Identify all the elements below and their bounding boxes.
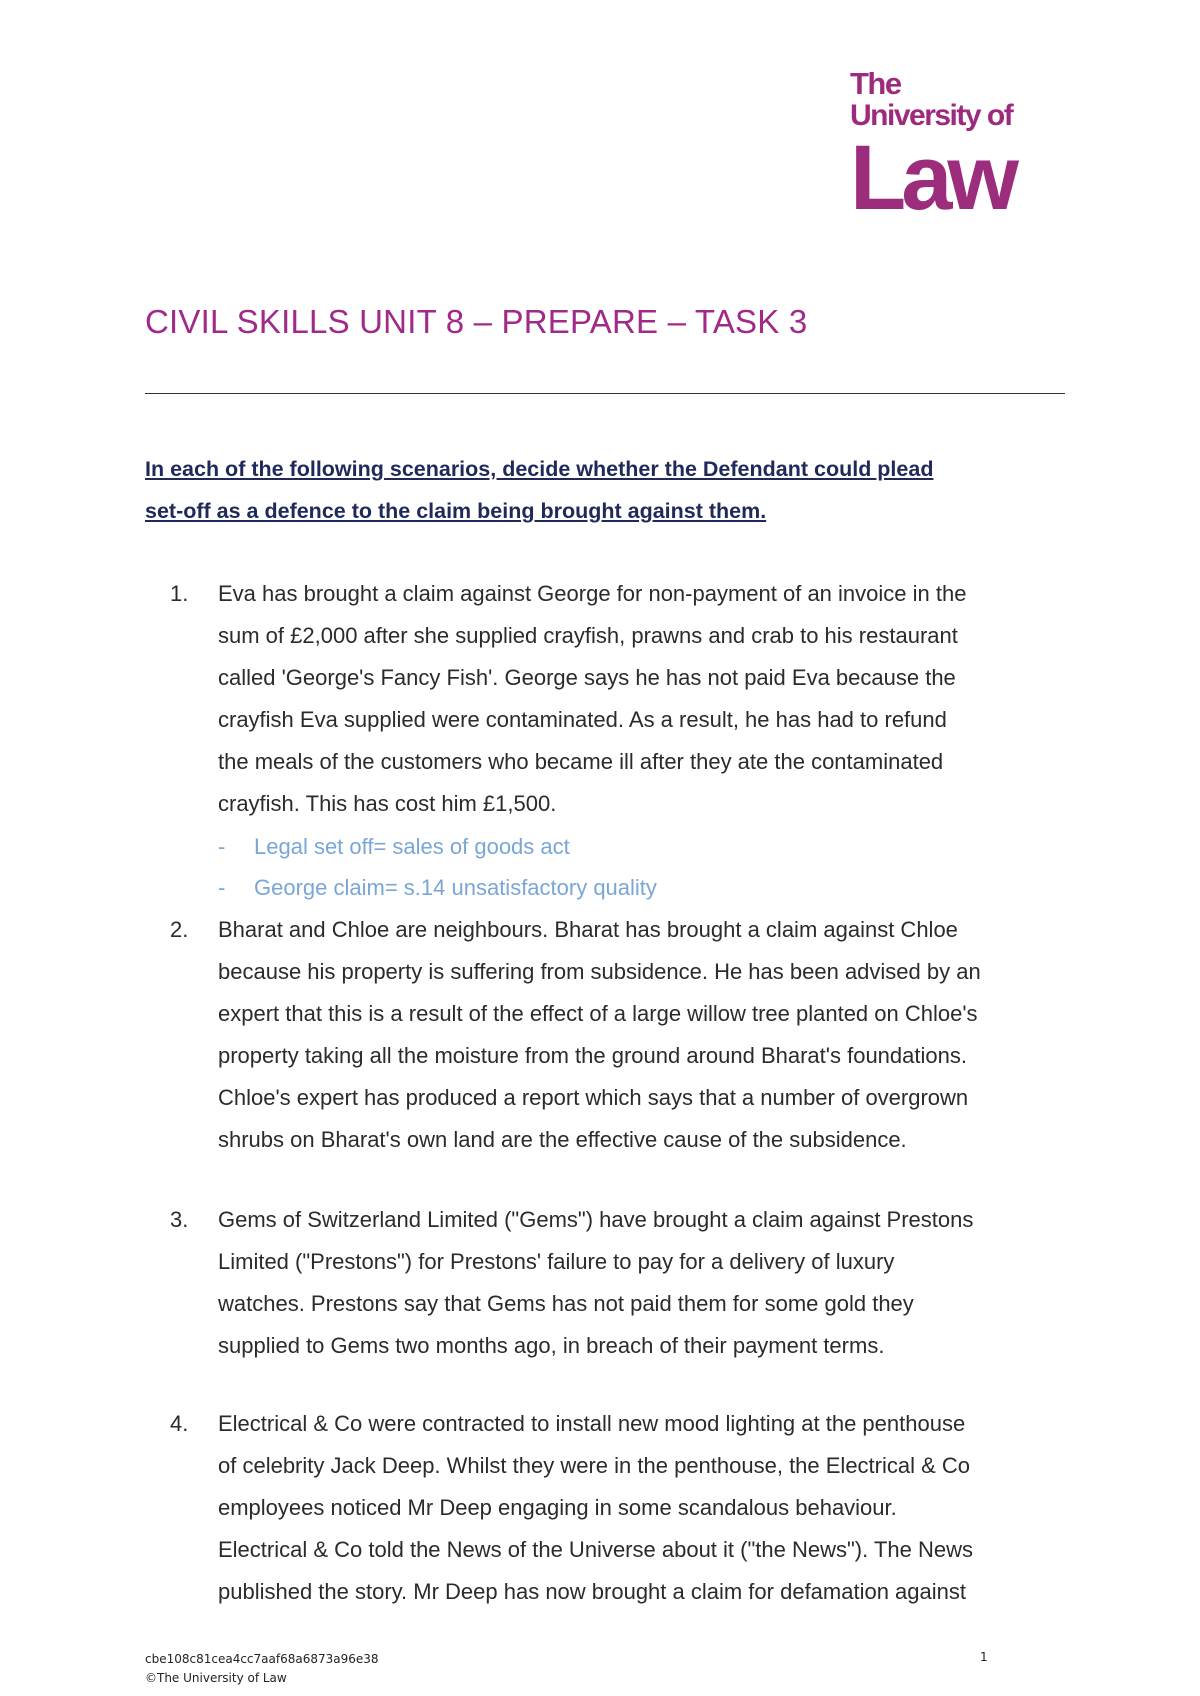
- scenario-line: property taking all the moisture from the ground around Bharat's foundations.: [218, 1043, 967, 1068]
- scenario-line: Eva has brought a claim against George for non-payment of an invoice in the: [218, 581, 967, 606]
- scenario-line: called 'George's Fancy Fish'. George says he has not paid Eva because the: [218, 665, 956, 690]
- scenario-number: 4.: [170, 1411, 189, 1436]
- instructions-line: In each of the following scenarios, decide whether the Defendant could plead: [145, 457, 934, 481]
- scenario-line: of celebrity Jack Deep. Whilst they were in the penthouse, the Electrical & Co: [218, 1453, 971, 1478]
- scenario-line: sum of £2,000 after she supplied crayfish, prawns and crab to his restaurant: [218, 623, 958, 648]
- note-dash: -: [218, 875, 226, 900]
- scenario-line: employees noticed Mr Deep engaging in some scandalous behaviour.: [218, 1495, 897, 1520]
- scenario-line: watches. Prestons say that Gems has not paid them for some gold they: [218, 1291, 914, 1316]
- logo-line-law: Law: [850, 127, 1014, 229]
- logo-line-the: The: [850, 66, 901, 101]
- scenario-item-1: [170, 573, 1080, 825]
- note-text: Legal set off= sales of goods act: [254, 834, 570, 859]
- instructions: [145, 448, 1075, 532]
- scenario-line: crayfish. This has cost him £1,500.: [218, 791, 557, 816]
- scenario-line: the meals of the customers who became ill after they ate the contaminated: [218, 749, 944, 774]
- scenario-number: 1.: [170, 581, 189, 606]
- scenario-line: Electrical & Co were contracted to install new mood lighting at the penthouse: [218, 1411, 966, 1436]
- scenario-item-3: [170, 1199, 1080, 1367]
- note-dash: -: [218, 834, 226, 859]
- scenario-1-notes: [218, 826, 657, 908]
- logo-line-university-of: University of: [850, 99, 1013, 132]
- scenario-line: crayfish Eva supplied were contaminated. As a result, he has had to refund: [218, 707, 947, 732]
- scenario-line: expert that this is a result of the effect of a large willow tree planted on Chloe's: [218, 1001, 978, 1026]
- note-item: [218, 867, 657, 908]
- scenario-item-2: [170, 909, 1080, 1161]
- instructions-line: set-off as a defence to the claim being brought against them.: [145, 499, 767, 523]
- scenario-line: Gems of Switzerland Limited ("Gems") have brought a claim against Prestons: [218, 1207, 974, 1232]
- page-title: CIVIL SKILLS UNIT 8 – PREPARE – TASK 3: [145, 303, 808, 340]
- document-id: cbe108c81cea4cc7aaf68a6873a96e38: [145, 1652, 379, 1666]
- title-divider: [145, 393, 1065, 394]
- note-item: [218, 826, 657, 867]
- page-number: 1: [980, 1650, 988, 1664]
- note-text: George claim= s.14 unsatisfactory quality: [254, 875, 657, 900]
- scenario-item-4: [170, 1403, 1080, 1613]
- scenario-line: Electrical & Co told the News of the Universe about it ("the News"). The News: [218, 1537, 973, 1562]
- scenario-line: because his property is suffering from subsidence. He has been advised by an: [218, 959, 981, 984]
- scenario-line: Bharat and Chloe are neighbours. Bharat has brought a claim against Chloe: [218, 917, 958, 942]
- page-footer: [145, 1650, 379, 1688]
- copyright-notice: ©The University of Law: [145, 1671, 287, 1685]
- scenario-line: supplied to Gems two months ago, in breach of their payment terms.: [218, 1333, 885, 1358]
- scenario-number: 2.: [170, 917, 189, 942]
- scenario-line: published the story. Mr Deep has now brought a claim for defamation against: [218, 1579, 966, 1604]
- scenario-number: 3.: [170, 1207, 189, 1232]
- scenario-line: Limited ("Prestons") for Prestons' failure to pay for a delivery of luxury: [218, 1249, 895, 1274]
- university-of-law-logo: [850, 66, 1040, 229]
- scenario-line: shrubs on Bharat's own land are the effective cause of the subsidence.: [218, 1127, 907, 1152]
- scenario-line: Chloe's expert has produced a report which says that a number of overgrown: [218, 1085, 969, 1110]
